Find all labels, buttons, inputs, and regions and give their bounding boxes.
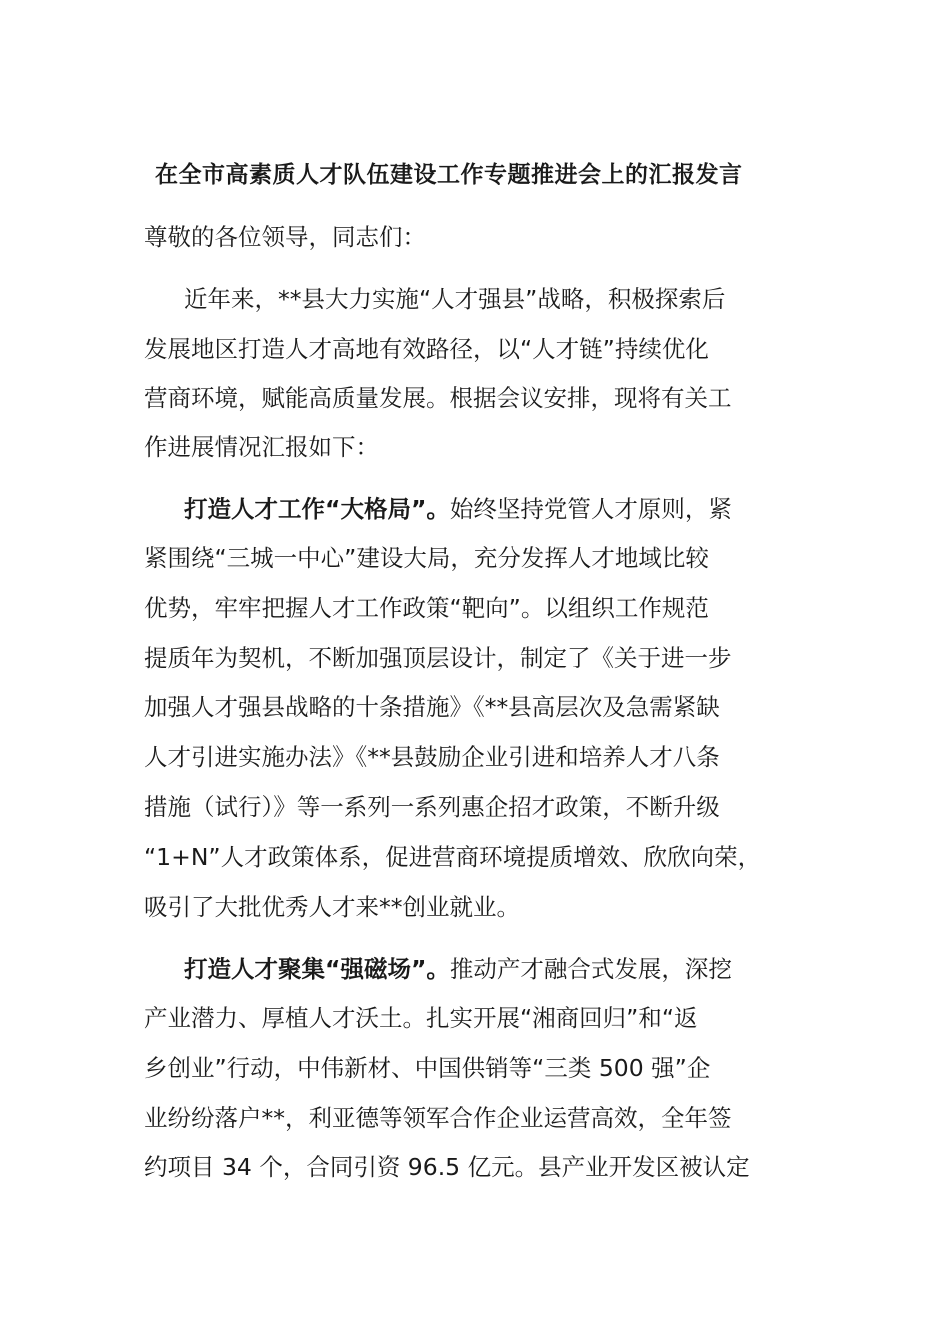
section1-line: 措施（试行）》等一系列一系列惠企招才政策，不断升级 (144, 793, 720, 821)
section2-line: 业纷纷落户**，利亚德等领军合作企业运营高效，全年签 (144, 1104, 732, 1132)
section1-line: 提质年为契机，不断加强顶层设计，制定了《关于进一步 (144, 644, 732, 672)
intro-line: 营商环境，赋能高质量发展。根据会议安排，现将有关工 (144, 384, 732, 412)
section2-line: 约项目 34 个，合同引资 96.5 亿元。县产业开发区被认定 (144, 1153, 750, 1181)
section1-first-line (184, 492, 732, 526)
section1-line: 吸引了大批优秀人才来**创业就业。 (144, 893, 520, 921)
section2-first-line (184, 952, 732, 986)
section1-line: 人才引进实施办法》《**县鼓励企业引进和培养人才八条 (144, 743, 720, 771)
section2-line: 乡创业”行动，中伟新材、中国供销等“三类 500 强”企 (144, 1054, 711, 1082)
intro-line: 近年来，**县大力实施“人才强县”战略，积极探索后 (184, 285, 726, 313)
section1-line: 加强人才强县战略的十条措施》《**县高层次及急需紧缺 (144, 693, 720, 721)
section1-heading: 打造人才工作“大格局”。 (184, 495, 450, 523)
section2-first-line-text: 推动产才融合式发展，深挖 (449, 955, 732, 983)
section1-line: “1+N”人才政策体系，促进营商环境提质增效、欣欣向荣， (144, 843, 762, 871)
section1-line: 紧围绕“三城一中心”建设大局，充分发挥人才地域比较 (144, 544, 709, 572)
section2-heading: 打造人才聚集“强磁场”。 (184, 955, 450, 983)
document-title: 在全市高素质人才队伍建设工作专题推进会上的汇报发言 (155, 162, 743, 188)
salutation: 尊敬的各位领导，同志们： (144, 223, 426, 251)
section1-first-line-text: 始终坚持党管人才原则，紧 (449, 495, 732, 523)
section1-line: 优势，牢牢把握人才工作政策“靶向”。以组织工作规范 (144, 594, 709, 622)
intro-line: 作进展情况汇报如下： (144, 433, 379, 461)
section2-line: 产业潜力、厚植人才沃土。扎实开展“湘商回归”和“返 (144, 1004, 698, 1032)
intro-line: 发展地区打造人才高地有效路径，以“人才链”持续优化 (144, 335, 709, 363)
